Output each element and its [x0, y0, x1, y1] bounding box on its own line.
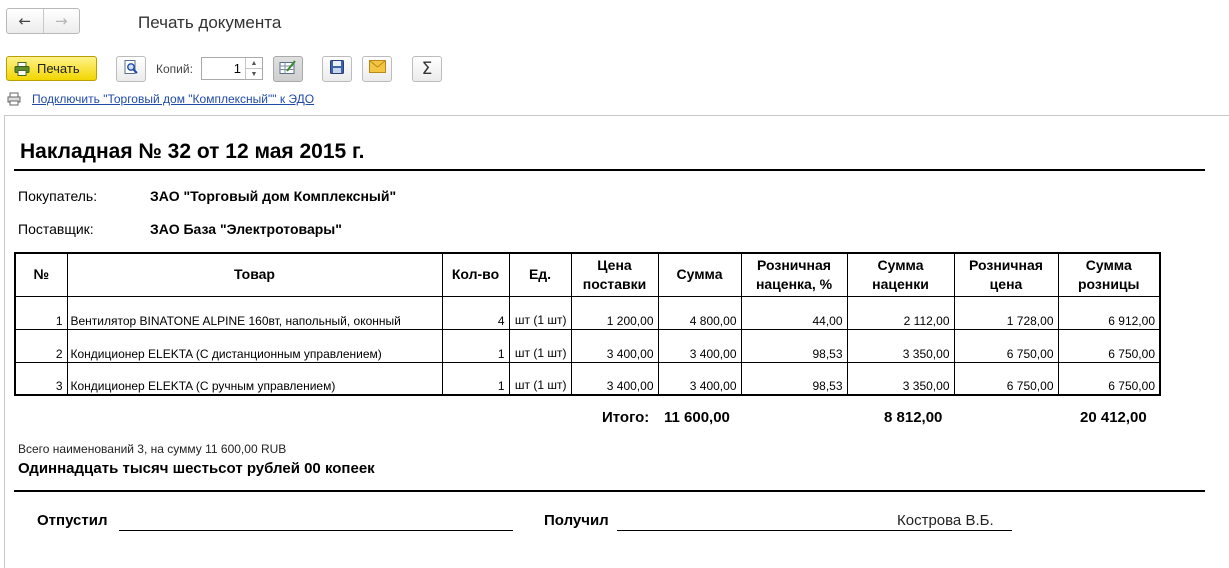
totals-markup-sum: 8 812,00	[884, 409, 943, 426]
amount: 3 400,00	[658, 329, 741, 362]
supplier-label: Поставщик:	[18, 221, 94, 237]
markup-percent: 98,53	[741, 329, 847, 362]
buyer-label: Покупатель:	[18, 188, 98, 204]
items-summary: Всего наименований 3, на сумму 11 600,00 RUB	[18, 442, 287, 456]
column-header: Сумма	[658, 253, 741, 296]
save-button[interactable]	[322, 56, 352, 82]
column-header: Сумма розницы	[1058, 253, 1160, 296]
table-row	[15, 362, 1160, 395]
received-name: Кострова В.Б.	[897, 512, 994, 529]
quantity: 1	[442, 329, 509, 362]
amount: 3 400,00	[658, 362, 741, 395]
connect-edo-link[interactable]: Подключить "Торговый дом "Комплексный"" к ЭДО	[32, 92, 315, 106]
totals-label: Итого:	[602, 409, 650, 426]
product-name: Кондиционер ELEKTA (С дистанционным управлением)	[67, 329, 442, 362]
bottom-divider	[14, 490, 1205, 492]
copies-spinner	[245, 58, 262, 79]
table-row	[15, 329, 1160, 362]
preview-button[interactable]	[116, 56, 146, 82]
sigma-icon: Σ	[421, 59, 433, 79]
totals-retail-sum: 20 412,00	[1080, 409, 1147, 426]
floppy-disk-icon	[329, 59, 345, 80]
document-title: Накладная № 32 от 12 мая 2015 г.	[20, 140, 365, 163]
totals-sum: 11 600,00	[664, 409, 730, 426]
retail-price: 6 750,00	[954, 329, 1058, 362]
table-header-row	[15, 253, 1160, 296]
envelope-icon	[369, 60, 386, 78]
row-number: 1	[15, 296, 67, 329]
arrow-left-icon: ←	[18, 12, 32, 30]
markup-percent: 44,00	[741, 296, 847, 329]
product-name: Кондиционер ELEKTA (С ручным управлением)	[67, 362, 442, 395]
markup-amount: 3 350,00	[847, 329, 954, 362]
supply-price: 1 200,00	[571, 296, 658, 329]
column-header: Цена поставки	[571, 253, 658, 296]
spin-down-icon[interactable]: ▼	[250, 70, 258, 78]
sum-button[interactable]	[412, 56, 442, 82]
markup-amount: 2 112,00	[847, 296, 954, 329]
send-email-button[interactable]	[362, 56, 392, 82]
released-signature-line	[119, 530, 513, 531]
column-header: №	[15, 253, 67, 296]
supply-price: 3 400,00	[571, 362, 658, 395]
magnifier-page-icon	[123, 59, 139, 80]
retail-price: 6 750,00	[954, 362, 1058, 395]
column-header: Товар	[67, 253, 442, 296]
column-header: Сумма наценки	[847, 253, 954, 296]
row-number: 2	[15, 329, 67, 362]
print-button-label: Печать	[37, 61, 80, 76]
column-header: Розничная цена	[954, 253, 1058, 296]
column-header: Кол-во	[442, 253, 509, 296]
buyer-value: ЗАО "Торговый дом Комплексный"	[150, 188, 397, 204]
product-name: Вентилятор BINATONE ALPINE 160вт, напольный, оконный	[67, 296, 442, 329]
print-button[interactable]	[6, 56, 97, 81]
supplier-value: ЗАО База "Электротовары"	[150, 221, 342, 237]
edo-connect-icon	[7, 92, 21, 106]
unit: шт (1 шт)	[509, 296, 571, 329]
supply-price: 3 400,00	[571, 329, 658, 362]
retail-amount: 6 750,00	[1058, 329, 1160, 362]
markup-percent: 98,53	[741, 362, 847, 395]
released-label: Отпустил	[37, 512, 108, 529]
back-button[interactable]	[7, 9, 43, 33]
copies-input[interactable]	[202, 58, 245, 79]
amount: 4 800,00	[658, 296, 741, 329]
retail-price: 1 728,00	[954, 296, 1058, 329]
quantity: 4	[442, 296, 509, 329]
table-row	[15, 296, 1160, 329]
edit-table-icon	[279, 59, 297, 80]
items-table	[14, 252, 1161, 396]
copies-stepper	[201, 57, 263, 80]
spin-up-icon[interactable]: ▲	[246, 58, 262, 69]
title-divider	[14, 169, 1205, 171]
copies-label: Копий:	[156, 62, 193, 76]
row-number: 3	[15, 362, 67, 395]
column-header: Ед.	[509, 253, 571, 296]
received-label: Получил	[544, 512, 609, 529]
quantity: 1	[442, 362, 509, 395]
unit: шт (1 шт)	[509, 362, 571, 395]
arrow-right-icon: →	[54, 12, 68, 30]
unit: шт (1 шт)	[509, 329, 571, 362]
received-signature-line	[617, 530, 1012, 531]
forward-button[interactable]	[43, 9, 80, 33]
window-title: Печать документа	[138, 13, 282, 32]
column-header: Розничная наценка, %	[741, 253, 847, 296]
nav-button-group	[6, 8, 80, 34]
retail-amount: 6 912,00	[1058, 296, 1160, 329]
edit-mode-button[interactable]	[273, 56, 303, 82]
markup-amount: 3 350,00	[847, 362, 954, 395]
amount-in-words: Одиннадцать тысяч шестьсот рублей 00 копеек	[18, 460, 375, 477]
printer-icon	[14, 62, 30, 76]
retail-amount: 6 750,00	[1058, 362, 1160, 395]
